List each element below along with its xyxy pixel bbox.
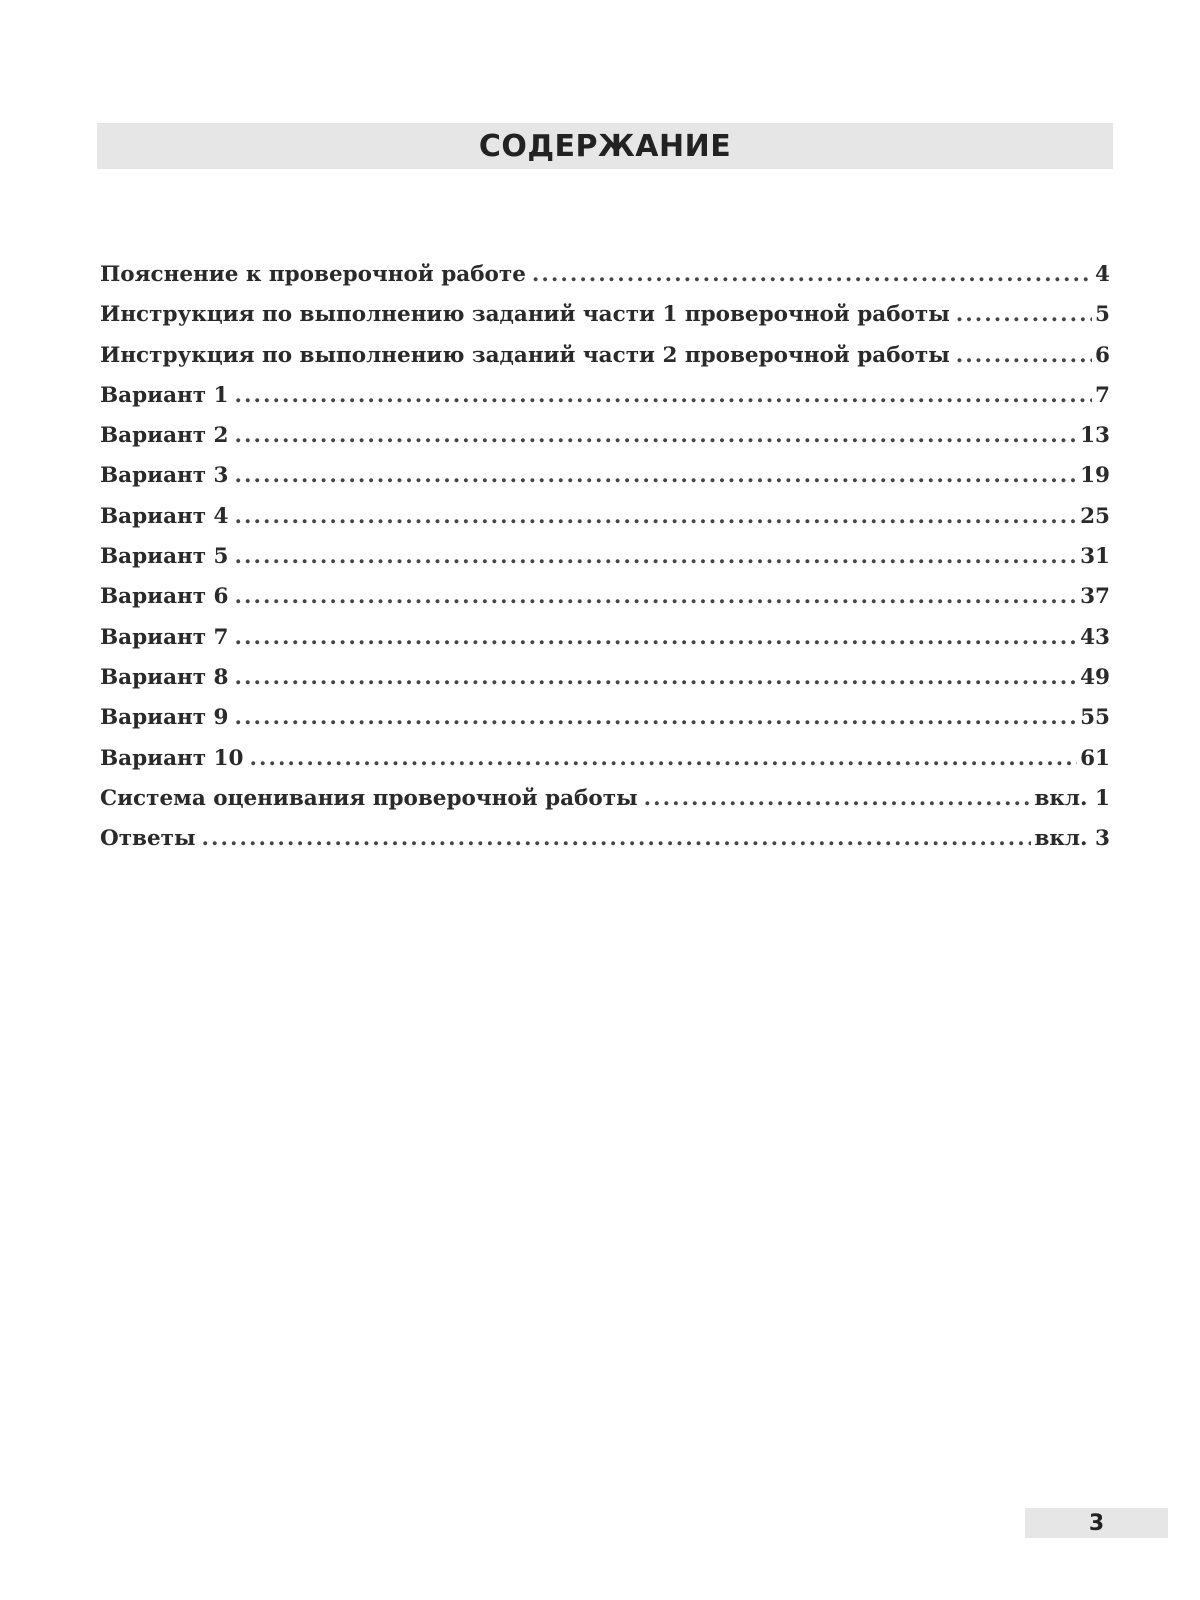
- toc-entry[interactable]: [100, 746, 1110, 786]
- toc-entry-page: 7: [1095, 382, 1110, 408]
- toc-entry-page: 55: [1080, 705, 1110, 731]
- toc-entry[interactable]: [100, 423, 1110, 463]
- toc-entry-page: 61: [1080, 745, 1110, 771]
- toc-entry[interactable]: [100, 504, 1110, 544]
- toc-dot-leader: [202, 826, 1032, 851]
- toc-entry[interactable]: [100, 786, 1110, 826]
- toc-dot-leader: [235, 504, 1078, 529]
- toc-entry-page: 31: [1080, 544, 1110, 570]
- toc-entry-page: 25: [1080, 503, 1110, 529]
- toc-dot-leader: [235, 705, 1078, 730]
- toc-entry-page: 49: [1080, 664, 1110, 690]
- title-banner: [97, 123, 1113, 169]
- toc-entry[interactable]: [100, 302, 1110, 342]
- toc-entry-label: Пояснение к проверочной работе: [100, 262, 526, 287]
- toc-entry-label: Вариант 1: [100, 382, 229, 408]
- toc-entry[interactable]: [100, 463, 1110, 503]
- toc-entry-label: Вариант 10: [100, 745, 244, 771]
- page-number: 3: [1088, 1510, 1105, 1536]
- toc-dot-leader: [956, 343, 1092, 368]
- toc-entry-label: Вариант 7: [100, 624, 229, 650]
- toc-entry[interactable]: [100, 544, 1110, 584]
- toc-dot-leader: [532, 262, 1092, 287]
- toc-entry-page: вкл. 1: [1034, 785, 1110, 811]
- toc-entry[interactable]: [100, 665, 1110, 705]
- table-of-contents: [100, 262, 1110, 866]
- toc-entry-label: Вариант 2: [100, 423, 229, 449]
- toc-entry-page: 43: [1080, 624, 1110, 650]
- toc-entry-label: Вариант 4: [100, 503, 229, 529]
- toc-entry[interactable]: [100, 705, 1110, 745]
- toc-entry-page: вкл. 3: [1034, 826, 1110, 852]
- toc-entry-page: 37: [1080, 584, 1110, 610]
- page-number-box: [1025, 1508, 1168, 1538]
- toc-dot-leader: [249, 746, 1077, 771]
- toc-dot-leader: [235, 665, 1078, 690]
- toc-entry-label: Вариант 8: [100, 664, 229, 690]
- toc-dot-leader: [956, 302, 1092, 327]
- toc-entry[interactable]: [100, 343, 1110, 383]
- toc-entry-label: Вариант 9: [100, 705, 229, 731]
- toc-dot-leader: [235, 584, 1078, 609]
- toc-entry-label: Вариант 5: [100, 544, 229, 570]
- toc-entry[interactable]: [100, 625, 1110, 665]
- toc-entry-label: Инструкция по выполнению заданий части 1 проверочной работы: [100, 302, 950, 328]
- toc-entry-page: 6: [1095, 342, 1110, 368]
- toc-dot-leader: [235, 423, 1078, 448]
- toc-dot-leader: [235, 544, 1078, 569]
- toc-entry-label: Инструкция по выполнению заданий части 2 проверочной работы: [100, 342, 950, 368]
- toc-entry-page: 19: [1080, 463, 1110, 489]
- toc-entry-label: Ответы: [100, 826, 196, 852]
- toc-entry-page: 4: [1095, 262, 1110, 287]
- toc-entry-label: Вариант 3: [100, 463, 229, 489]
- toc-entry-label: Вариант 6: [100, 584, 229, 610]
- page-title: СОДЕРЖАНИЕ: [478, 128, 732, 164]
- toc-dot-leader: [235, 383, 1093, 408]
- toc-entry[interactable]: [100, 383, 1110, 423]
- toc-entry[interactable]: [100, 826, 1110, 866]
- toc-entry-label: Система оценивания проверочной работы: [100, 785, 638, 811]
- toc-dot-leader: [235, 463, 1078, 488]
- toc-entry-page: 5: [1095, 302, 1110, 328]
- toc-dot-leader: [235, 625, 1078, 650]
- toc-entry[interactable]: [100, 584, 1110, 624]
- toc-entry-page: 13: [1080, 423, 1110, 449]
- toc-entry[interactable]: [100, 262, 1110, 302]
- toc-dot-leader: [644, 786, 1032, 811]
